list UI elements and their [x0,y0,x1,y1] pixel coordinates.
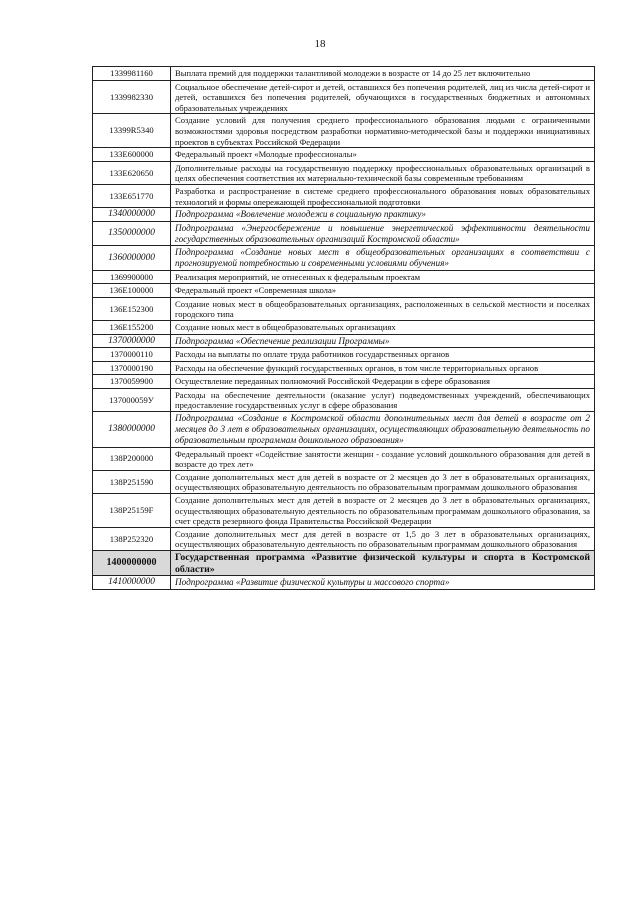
target-code-cell: 133E600000 [93,148,171,162]
table-row [93,348,595,362]
target-code-cell: 1340000000 [93,208,171,222]
item-name-cell: Дополнительные расходы на государственную поддержку профессиональных образовательных организаций в целях обеспечения соответствия их материально-технической базы современным требованиям [171,161,595,184]
table-row [93,67,595,81]
target-code-cell: 137000059У [93,388,171,411]
table-row [93,494,595,528]
target-code-cell: 13399R5340 [93,114,171,148]
item-name-cell: Подпрограмма «Энергосбережение и повышение энергетической эффективности деятельности государственных образовательных организаций Костромской области» [171,221,595,245]
table-row [93,334,595,348]
target-code-cell: 1360000000 [93,246,171,270]
target-code-cell: 1350000000 [93,221,171,245]
item-name-cell: Расходы на обеспечение функций государственных органов, в том числе территориальных органов [171,361,595,375]
target-code-cell: 136E152300 [93,297,171,320]
target-code-cell: 1370000000 [93,334,171,348]
target-code-cell: 138P252320 [93,527,171,550]
target-code-cell: 1370000190 [93,361,171,375]
item-name-cell: Федеральный проект «Современная школа» [171,284,595,298]
table-row [93,284,595,298]
item-name-cell: Реализация мероприятий, не отнесенных к федеральным проектам [171,270,595,284]
item-name-cell: Создание условий для получения среднего профессионального образования людьми с ограниченными возможностями здоровья посредством разработки нормативно-методической базы и поддержки инициативных проектов в субъектах Российской Федерации [171,114,595,148]
table-row [93,388,595,411]
table-row [93,320,595,334]
table-row [93,184,595,207]
table-row [93,246,595,270]
table-row [93,527,595,550]
item-name-cell: Создание дополнительных мест для детей в возрасте от 1,5 до 3 лет в образовательных организациях, осуществляющих образовательную деятельность по образовательным программам дошкольного образования [171,527,595,550]
table-row [93,551,595,576]
item-name-cell: Подпрограмма «Развитие физической культуры и массового спорта» [171,576,595,590]
item-name-cell: Выплата премий для поддержки талантливой молодежи в возрасте от 14 до 25 лет включительно [171,67,595,81]
target-code-cell: 133E651770 [93,184,171,207]
target-code-cell: 1370000110 [93,348,171,362]
page-number: 18 [314,38,326,50]
target-code-cell: 1410000000 [93,576,171,590]
target-code-cell: 136E155200 [93,320,171,334]
target-code-cell: 138P25159F [93,494,171,528]
target-code-cell: 1369900000 [93,270,171,284]
target-code-cell: 138P251590 [93,470,171,493]
table-row [93,447,595,470]
target-code-cell: 133E620650 [93,161,171,184]
table-row [93,297,595,320]
target-code-cell: 1400000000 [93,551,171,576]
target-code-cell: 1339982330 [93,80,171,114]
table-row [93,208,595,222]
item-name-cell: Разработка и распространение в системе среднего профессионального образования новых образовательных технологий и формы опережающей профессиональной подготовки [171,184,595,207]
item-name-cell: Расходы на обеспечение деятельности (оказание услуг) подведомственных учреждений, обеспечивающих предоставление государственных услуг в сфере образования [171,388,595,411]
target-code-cell: 1380000000 [93,412,171,448]
item-name-cell: Подпрограмма «Вовлечение молодежи в социальную практику» [171,208,595,222]
item-name-cell: Подпрограмма «Обеспечение реализации Программы» [171,334,595,348]
item-name-cell: Государственная программа «Развитие физической культуры и спорта в Костромской области» [171,551,595,576]
table-body [93,67,595,590]
table-row [93,576,595,590]
table-row [93,361,595,375]
target-code-cell: 136E100000 [93,284,171,298]
item-name-cell: Федеральный проект «Молодые профессионалы» [171,148,595,162]
item-name-cell: Создание дополнительных мест для детей в возрасте от 2 месяцев до 3 лет в образовательных организациях, осуществляющих образовательную деятельность по образовательным программам дошкольного образования [171,470,595,493]
table-row [93,270,595,284]
table-row [93,161,595,184]
table-row [93,80,595,114]
target-code-cell: 138P200000 [93,447,171,470]
item-name-cell: Создание новых мест в общеобразовательных организациях, расположенных в сельской местности и поселках городского типа [171,297,595,320]
item-name-cell: Подпрограмма «Создание новых мест в общеобразовательных организациях в соответствии с прогнозируемой потребностью и современными условиями обучения» [171,246,595,270]
item-name-cell: Создание новых мест в общеобразовательных организациях [171,320,595,334]
item-name-cell: Создание дополнительных мест для детей в возрасте от 2 месяцев до 3 лет в образовательных организациях, осуществляющих образовательную деятельность по образовательным программам дошкольного образования, за счет средств резервного фонда Правительства Российской Федерации [171,494,595,528]
table-row [93,114,595,148]
table-row [93,148,595,162]
item-name-cell: Федеральный проект «Содействие занятости женщин - создание условий дошкольного образования для детей в возрасте до трех лет» [171,447,595,470]
item-name-cell: Социальное обеспечение детей-сирот и детей, оставшихся без попечения родителей, лиц из числа детей-сирот и детей, оставшихся без попечения родителей, обучающихся в государственных бюджетных и автономных образовательных учреждениях [171,80,595,114]
table-row [93,412,595,448]
target-code-cell: 1339981160 [93,67,171,81]
budget-classification-table [92,66,595,590]
item-name-cell: Осуществление переданных полномочий Российской Федерации в сфере образования [171,375,595,389]
table-row [93,470,595,493]
table-row [93,221,595,245]
table-row [93,375,595,389]
target-code-cell: 1370059900 [93,375,171,389]
item-name-cell: Подпрограмма «Создание в Костромской области дополнительных мест для детей в возрасте от 2 месяцев до 3 лет в образовательных организациях, осуществляющих образовательную деятельность по образовательным программам дошкольного образования» [171,412,595,448]
item-name-cell: Расходы на выплаты по оплате труда работников государственных органов [171,348,595,362]
